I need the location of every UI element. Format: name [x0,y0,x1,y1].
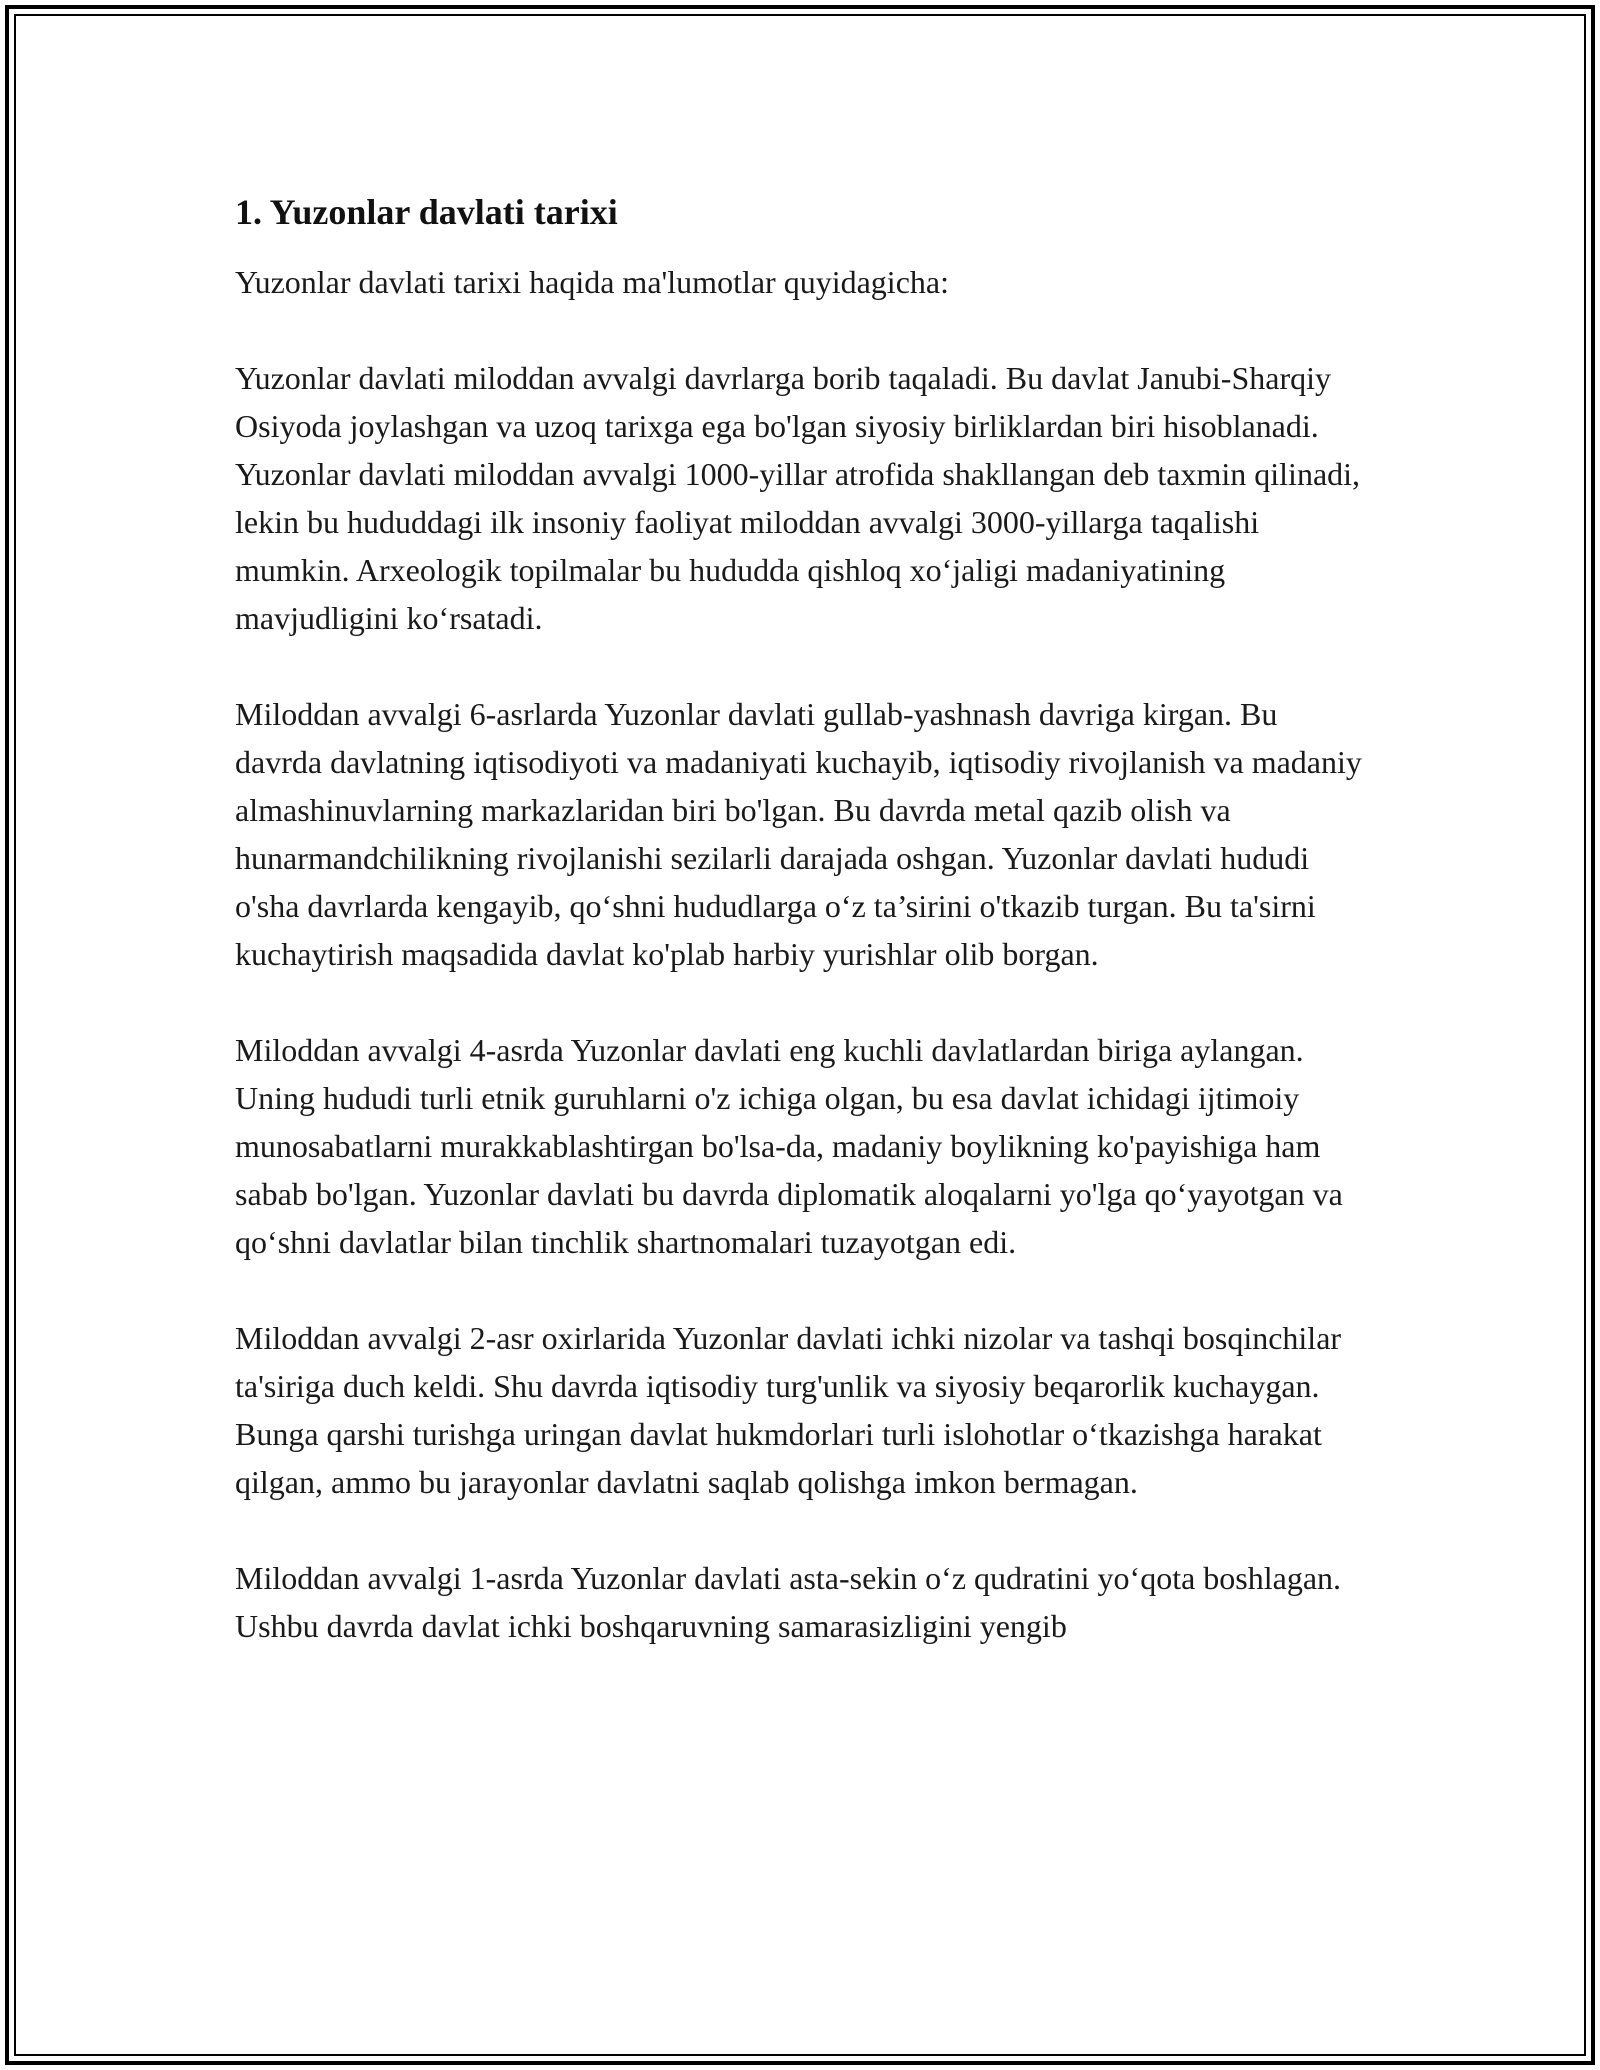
intro-paragraph: Yuzonlar davlati tarixi haqida ma'lumotlar quyidagicha: [235,264,949,300]
paragraph-4: Miloddan avvalgi 2-asr oxirlarida Yuzonlar davlati ichki nizolar va tashqi bosqinchilar ta'siriga duch keldi. Shu davrda iqtisodiy turg'unlik va siyosiy beqarorlik kuchaygan. Bunga qarshi turishga uringan davlat hukmdorlari turli islohotlar o‘tkazishga harakat qilgan, ammo bu jarayonlar davlatni saqlab qolishga imkon bermagan. [235,1320,1342,1500]
document-title: 1. Yuzonlar davlati tarixi [235,192,618,232]
paragraph-1: Yuzonlar davlati miloddan avvalgi davrlarga borib taqaladi. Bu davlat Janubi-Sharqiy Osiyoda joylashgan va uzoq tarixga ega bo'lgan siyosiy birliklardan biri hisoblanadi. Yuzonlar davlati miloddan avvalgi 1000-yillar atrofida shakllangan deb taxmin qilinadi, lekin bu hududdagi ilk insoniy faoliyat miloddan avvalgi 3000-yillarga taqalishi mumkin. Arxeologik topilmalar bu hududda qishloq xo‘jaligi madaniyatining mavjudligini ko‘rsatadi. [235,360,1361,636]
paragraph-2: Miloddan avvalgi 6-asrlarda Yuzonlar davlati gullab-yashnash davriga kirgan. Bu davrda davlatning iqtisodiyoti va madaniyati kuchayib, iqtisodiy rivojlanish va madaniy almashinuvlarning markazlaridan biri bo'lgan. Bu davrda metal qazib olish va hunarmandchilikning rivojlanishi sezilarli darajada oshgan. Yuzonlar davlati hududi o'sha davrlarda kengayib, qo‘shni hududlarga o‘z ta’sirini o'tkazib turgan. Bu ta'sirni kuchaytirish maqsadida davlat ko'plab harbiy yurishlar olib borgan. [235,696,1362,972]
document-body [235,186,1370,1698]
paragraph-3: Miloddan avvalgi 4-asrda Yuzonlar davlati eng kuchli davlatlardan biriga aylangan. Uning hududi turli etnik guruhlarni o'z ichiga olgan, bu esa davlat ichidagi ijtimoiy munosabatlarni murakkablashtirgan bo'lsa-da, madaniy boylikning ko'payishiga ham sabab bo'lgan. Yuzonlar davlati bu davrda diplomatik aloqalarni yo'lga qo‘yayotgan va qo‘shni davlatlar bilan tinchlik shartnomalari tuzayotgan edi. [235,1032,1343,1260]
paragraph-5: Miloddan avvalgi 1-asrda Yuzonlar davlati asta-sekin o‘z qudratini yo‘qota boshlagan. Ushbu davrda davlat ichki boshqaruvning samarasizligini yengib [235,1560,1342,1644]
